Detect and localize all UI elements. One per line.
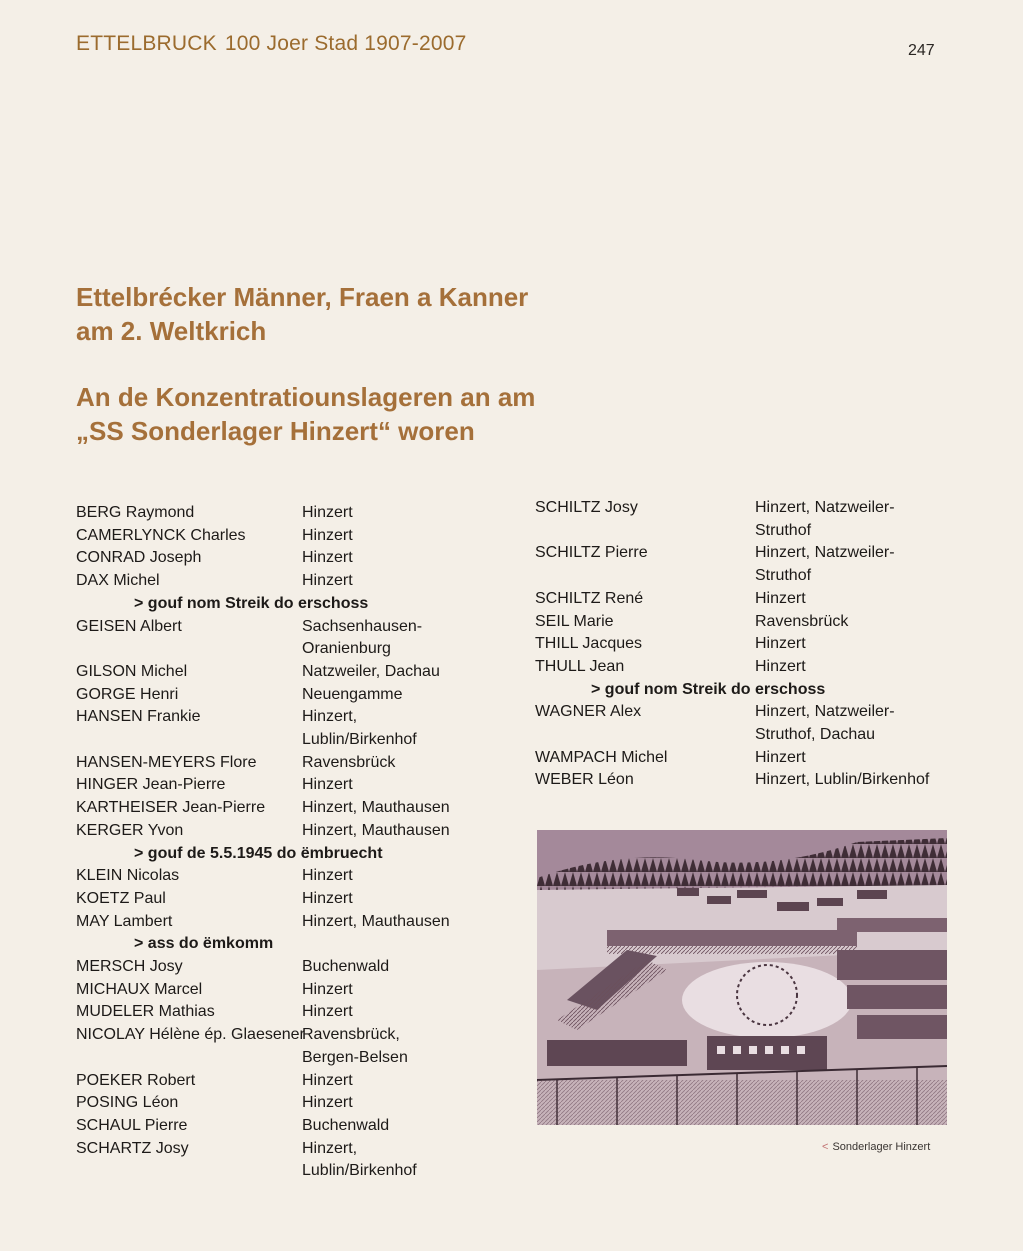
list-item [76,570,476,593]
camp-names: Hinzert [302,867,353,885]
person-name: MUDELER Mathias [76,1003,215,1021]
person-name: CAMERLYNCK Charles [76,526,246,544]
camp-names: Ravensbrück, Bergen-Belsen [302,1026,408,1066]
person-name: SCHILTZ Josy [535,499,638,516]
list-item [76,1001,476,1024]
camp-names: Buchenwald [302,1116,390,1134]
list-item [76,820,476,843]
caption-text: Sonderlager Hinzert [832,1141,931,1153]
person-name: MAY Lambert [76,912,173,930]
camp-names: Hinzert [755,635,806,653]
camp-names: Buchenwald [302,958,390,976]
person-name: HANSEN-MEYERS Flore [76,753,257,771]
camp-names: Hinzert [755,748,806,766]
camp-names: Hinzert [302,776,353,794]
list-item [76,502,476,525]
person-name: SCHARTZ Josy [76,1139,189,1157]
person-name: WAGNER Alex [535,703,642,721]
person-name: WAMPACH Michel [535,748,668,766]
person-name: SCHILTZ René [535,589,644,607]
running-header [76,32,466,56]
person-name: HANSEN Frankie [76,708,201,726]
person-name: DAX Michel [76,572,160,590]
person-name: KOETZ Paul [76,889,166,907]
sonderlager-hinzert-engraving [537,830,947,1125]
list-item [535,497,935,542]
person-name: POSING Léon [76,1094,179,1112]
person-name: MICHAUX Marcel [76,980,203,998]
person-name: POEKER Robert [76,1071,196,1089]
fate-note: > gouf nom Streik do erschoss [134,594,369,612]
list-item [76,1092,476,1115]
person-name: KARTHEISER Jean-Pierre [76,799,266,817]
list-item [535,656,935,679]
camp-names: Hinzert [302,526,353,544]
person-name: BERG Raymond [76,504,195,521]
list-item [76,979,476,1002]
camp-names: Hinzert, Lublin/Birkenhof [302,708,417,749]
list-item [535,633,935,656]
camp-names: Hinzert [302,980,353,998]
person-name: MERSCH Josy [76,958,183,976]
list-item [535,542,935,587]
camp-names: Hinzert [302,504,353,521]
list-item [76,1115,476,1138]
person-name: KERGER Yvon [76,821,184,839]
camp-names: Hinzert [302,1071,353,1089]
camp-names: Hinzert, Mauthausen [302,912,450,930]
list-item [76,684,476,707]
fate-note: > gouf de 5.5.1945 do ëmbruecht [134,844,383,862]
header-subtitle: 100 Joer Stad 1907-2007 [224,32,467,55]
camp-names: Hinzert [302,549,353,567]
camp-names: Neuengamme [302,685,403,703]
person-name: KLEIN Nicolas [76,867,180,885]
list-item [76,888,476,911]
list-item [76,752,476,775]
person-name: GILSON Michel [76,662,188,680]
person-name: SCHAUL Pierre [76,1116,188,1134]
list-item [535,588,935,611]
list-item [76,797,476,820]
list-item [76,865,476,888]
section-subheading: An de Konzentratiounslageren an am „SS Sonderlager Hinzert“ woren [76,382,536,446]
list-item [76,616,476,661]
caption-marker: < [822,1141,829,1153]
camp-names: Hinzert, Mauthausen [302,799,450,817]
person-name: SEIL Marie [535,612,614,630]
camp-names: Hinzert [302,889,353,907]
person-name: HINGER Jean-Pierre [76,776,226,794]
fate-note: > gouf nom Streik do erschoss [591,680,826,698]
fate-note: > ass do ëmkomm [134,935,274,953]
figure-caption [822,1141,930,1153]
camp-names: Hinzert [755,589,806,607]
person-name: THILL Jacques [535,635,643,653]
person-name: GEISEN Albert [76,617,182,635]
camp-names: Hinzert, Natzweiler- Struthof [755,499,895,539]
camp-names: Hinzert [302,572,353,590]
person-name: GORGE Henri [76,685,179,703]
person-name: NICOLAY Hélène ép. Glaesener [76,1026,305,1044]
camp-names: Hinzert [755,657,806,675]
list-item [535,611,935,634]
list-item [76,956,476,979]
person-name: WEBER Léon [535,771,634,789]
person-name: CONRAD Joseph [76,549,202,567]
camp-names: Hinzert, Mauthausen [302,821,450,839]
list-item [76,1070,476,1093]
camp-names: Hinzert, Lublin/Birkenhof [302,1139,417,1180]
camp-names: Sachsenhausen- Oranienburg [302,617,423,658]
list-item [76,1138,476,1183]
list-item [76,911,476,934]
list-item [76,1024,476,1069]
person-name: THULL Jean [535,657,625,675]
camp-names: Hinzert, Natzweiler- Struthof [755,544,895,585]
person-name: SCHILTZ Pierre [535,544,648,562]
camp-names: Hinzert, Lublin/Birkenhof [755,771,930,789]
list-item [76,547,476,570]
camp-illustration [537,830,947,1125]
header-title: ETTELBRUCK [76,32,217,55]
list-item [535,701,935,746]
list-item [76,774,476,797]
camp-names: Hinzert [302,1003,353,1021]
name-list-left [76,502,476,1183]
section-heading: Ettelbrécker Männer, Fraen a Kanner am 2. Weltkrich [76,282,529,346]
list-item [535,769,935,792]
camp-names: Ravensbrück [755,612,849,630]
page-number: 247 [908,42,935,59]
list-item [76,525,476,548]
camp-names: Hinzert [302,1094,353,1112]
list-item [76,706,476,751]
camp-names: Ravensbrück [302,753,396,771]
list-item [535,747,935,770]
camp-names: Natzweiler, Dachau [302,662,440,680]
list-item [76,661,476,684]
camp-names: Hinzert, Natzweiler- Struthof, Dachau [755,703,895,744]
name-list-right [535,497,935,792]
